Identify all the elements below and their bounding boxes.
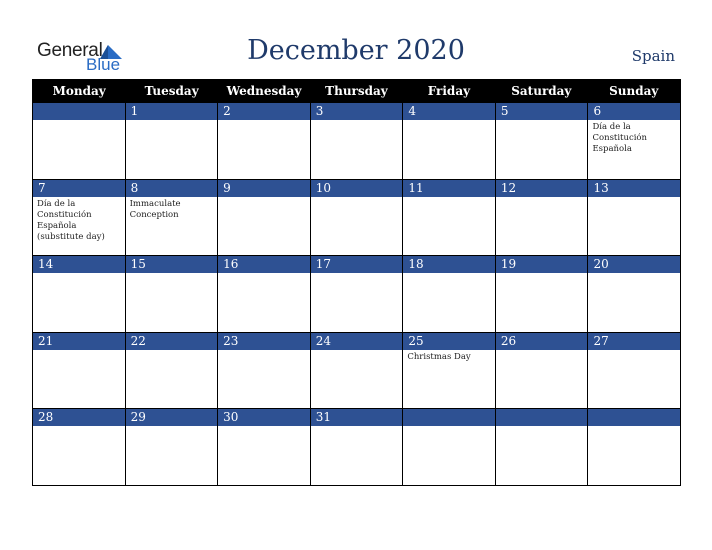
calendar-day-cell[interactable] [33, 256, 126, 332]
calendar-day-cell[interactable] [496, 180, 589, 256]
calendar-day-cell[interactable] [311, 180, 404, 256]
calendar-day-cell[interactable] [403, 256, 496, 332]
calendar-day-cell[interactable] [218, 333, 311, 409]
holiday-label [218, 426, 310, 428]
day-number: 17 [311, 256, 403, 273]
day-number: 14 [33, 256, 125, 273]
calendar-day-cell[interactable] [33, 409, 126, 486]
day-number [403, 409, 495, 426]
day-number: 10 [311, 180, 403, 197]
holiday-label [218, 197, 310, 199]
calendar-day-cell[interactable] [311, 333, 404, 409]
holiday-label [311, 350, 403, 352]
holiday-label [311, 426, 403, 428]
holiday-label [496, 426, 588, 428]
holiday-label [126, 120, 218, 122]
day-number: 18 [403, 256, 495, 273]
logo-word-general: General [37, 40, 103, 61]
day-number: 25 [403, 333, 495, 350]
calendar-week-row [33, 333, 680, 410]
calendar-day-cell[interactable] [496, 333, 589, 409]
day-number: 16 [218, 256, 310, 273]
day-number: 22 [126, 333, 218, 350]
holiday-label [496, 273, 588, 275]
day-number: 26 [496, 333, 588, 350]
holiday-label [403, 197, 495, 199]
calendar-day-cell[interactable] [588, 180, 680, 256]
calendar-day-cell[interactable] [126, 180, 219, 256]
calendar-day-cell[interactable] [311, 103, 404, 179]
calendar-day-cell[interactable] [126, 409, 219, 486]
calendar-day-cell[interactable] [33, 333, 126, 409]
day-number: 1 [126, 103, 218, 120]
holiday-label [496, 197, 588, 199]
day-number: 20 [588, 256, 680, 273]
day-number: 6 [588, 103, 680, 120]
day-number: 30 [218, 409, 310, 426]
holiday-label [496, 120, 588, 122]
holiday-label [33, 120, 125, 122]
holiday-label [311, 197, 403, 199]
calendar-day-cell[interactable] [403, 180, 496, 256]
weekday-saturday: Saturday [511, 84, 572, 98]
calendar-weeks [33, 103, 680, 486]
calendar-day-cell[interactable] [218, 256, 311, 332]
calendar-day-cell[interactable] [403, 103, 496, 179]
calendar-week-row [33, 409, 680, 486]
calendar-day-cell[interactable] [218, 103, 311, 179]
holiday-label [33, 350, 125, 352]
month-calendar [32, 79, 681, 486]
day-number: 4 [403, 103, 495, 120]
calendar-day-cell[interactable] [588, 409, 680, 486]
day-number: 15 [126, 256, 218, 273]
holiday-label [126, 350, 218, 352]
page-title: December 2020 [247, 35, 465, 66]
day-number [33, 103, 125, 120]
holiday-label [33, 273, 125, 275]
day-number: 31 [311, 409, 403, 426]
weekday-sunday: Sunday [609, 84, 659, 98]
holiday-label [311, 273, 403, 275]
country-label: Spain [631, 47, 675, 65]
holiday-label [311, 120, 403, 122]
holiday-label [218, 273, 310, 275]
day-number: 8 [126, 180, 218, 197]
calendar-day-cell[interactable] [588, 333, 680, 409]
calendar-week-row [33, 256, 680, 333]
holiday-label: Día de la Constitución Española [592, 122, 648, 154]
weekday-wednesday: Wednesday [226, 84, 302, 98]
day-number: 27 [588, 333, 680, 350]
day-number: 21 [33, 333, 125, 350]
calendar-week-row [33, 103, 680, 180]
holiday-label [496, 350, 588, 352]
holiday-label [126, 426, 218, 428]
calendar-day-cell[interactable] [588, 256, 680, 332]
day-number: 19 [496, 256, 588, 273]
holiday-label [588, 350, 680, 352]
calendar-day-cell[interactable] [403, 333, 496, 409]
weekday-thursday: Thursday [325, 84, 388, 98]
calendar-day-cell[interactable] [588, 103, 680, 179]
day-number: 7 [33, 180, 125, 197]
holiday-label [126, 273, 218, 275]
holiday-label [33, 426, 125, 428]
calendar-day-cell[interactable] [33, 180, 126, 256]
holiday-label [403, 120, 495, 122]
day-number: 28 [33, 409, 125, 426]
day-number: 12 [496, 180, 588, 197]
day-number [496, 409, 588, 426]
holiday-label [403, 426, 495, 428]
day-number: 2 [218, 103, 310, 120]
calendar-day-cell[interactable] [311, 409, 404, 486]
calendar-day-cell[interactable] [403, 409, 496, 486]
calendar-week-row [33, 180, 680, 257]
weekday-header-row [33, 80, 680, 103]
holiday-label [588, 426, 680, 428]
calendar-day-cell[interactable] [126, 333, 219, 409]
holiday-label [588, 197, 680, 199]
calendar-day-cell[interactable] [33, 103, 126, 179]
holiday-label [588, 273, 680, 275]
holiday-label [403, 273, 495, 275]
day-number: 11 [403, 180, 495, 197]
day-number [588, 409, 680, 426]
calendar-day-cell[interactable] [496, 256, 589, 332]
day-number: 5 [496, 103, 588, 120]
calendar-day-cell[interactable] [496, 103, 589, 179]
weekday-tuesday: Tuesday [144, 84, 199, 98]
weekday-monday: Monday [52, 84, 106, 98]
logo-word-blue: Blue [86, 55, 121, 74]
day-number: 23 [218, 333, 310, 350]
weekday-friday: Friday [427, 84, 471, 98]
day-number: 3 [311, 103, 403, 120]
holiday-label: Immaculate Conception [129, 198, 181, 220]
calendar-day-cell[interactable] [126, 103, 219, 179]
calendar-day-cell[interactable] [218, 409, 311, 486]
day-number: 13 [588, 180, 680, 197]
holiday-label: Christmas Day [407, 351, 471, 362]
calendar-day-cell[interactable] [496, 409, 589, 486]
day-number: 24 [311, 333, 403, 350]
holiday-label [218, 350, 310, 352]
calendar-day-cell[interactable] [218, 180, 311, 256]
day-number: 29 [126, 409, 218, 426]
holiday-label [218, 120, 310, 122]
holiday-label: Día de la Constitución Española (substitute day) [37, 198, 105, 242]
day-number: 9 [218, 180, 310, 197]
calendar-day-cell[interactable] [311, 256, 404, 332]
calendar-day-cell[interactable] [126, 256, 219, 332]
